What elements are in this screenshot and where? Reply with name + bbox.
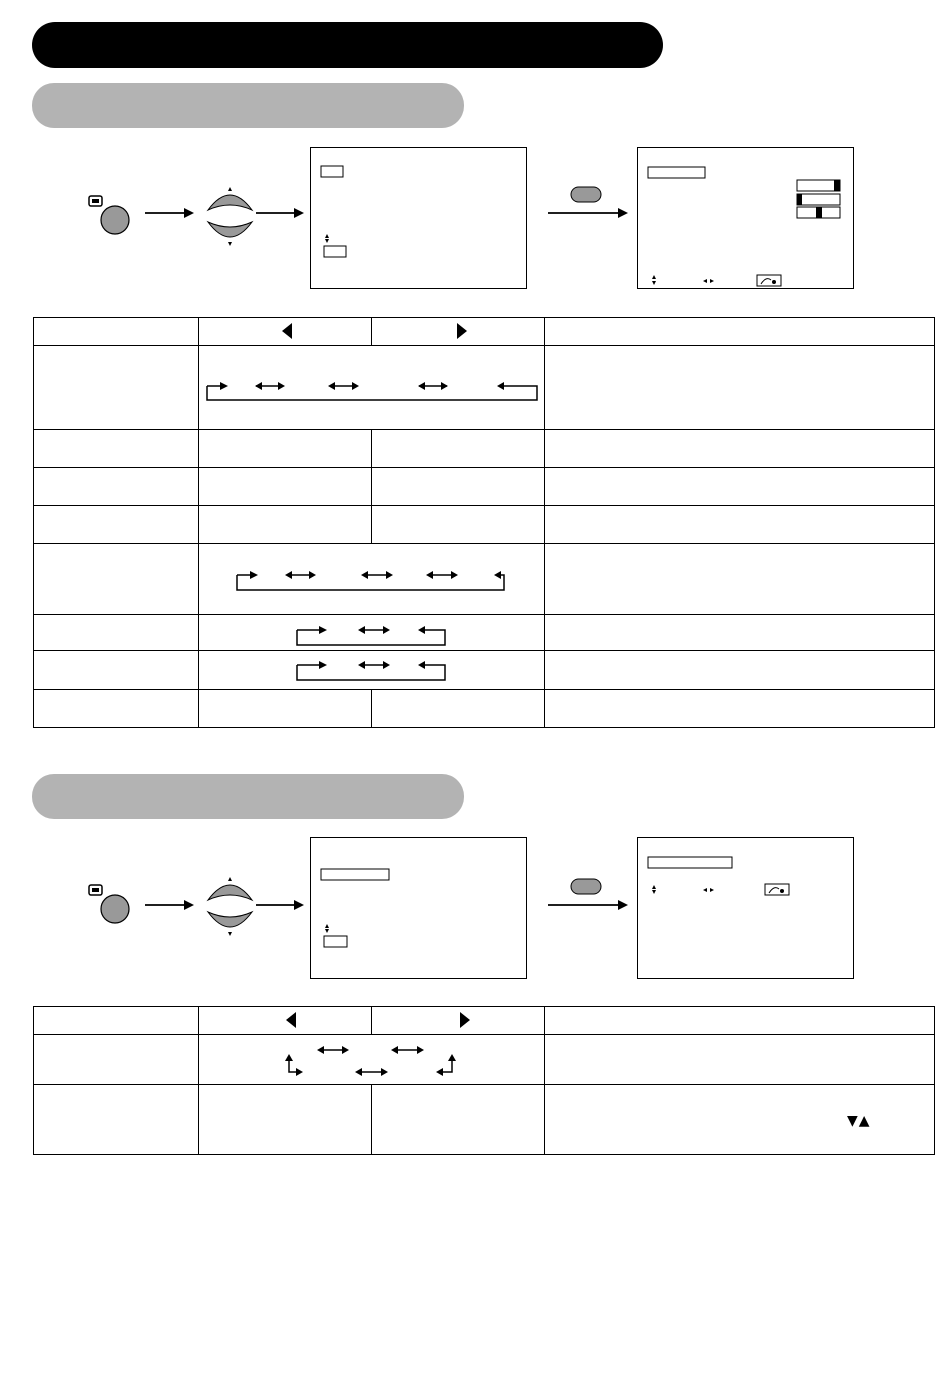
cycle-diagram [199, 1035, 545, 1084]
flow-arrow [256, 900, 304, 910]
settings-table-2 [33, 1006, 935, 1155]
table-row [34, 1035, 935, 1085]
description-cell [545, 1085, 935, 1155]
down-up-triangles-icon: ▼▲ [847, 1113, 871, 1129]
flow-arrow [145, 900, 194, 910]
flow-arrow [548, 900, 628, 910]
up-down-rocker-button[interactable] [208, 877, 252, 936]
table-row [34, 1085, 935, 1155]
down-arrow-icon [228, 932, 232, 936]
exit-icon [765, 884, 789, 895]
triangle-left-icon [286, 1012, 296, 1028]
submenu-title-box [648, 857, 732, 868]
table-header-row [34, 1007, 935, 1035]
header-cell-right [372, 1007, 545, 1035]
menu-button[interactable] [89, 885, 129, 923]
cycle-diagram-cell [199, 1035, 545, 1085]
menu-highlight-box [321, 869, 389, 880]
triangle-right-icon [460, 1012, 470, 1028]
select-button[interactable] [571, 879, 601, 894]
select-box [324, 936, 347, 947]
header-cell-left [199, 1007, 372, 1035]
up-arrow-icon [228, 877, 232, 881]
menu-screen-3 [311, 838, 527, 979]
